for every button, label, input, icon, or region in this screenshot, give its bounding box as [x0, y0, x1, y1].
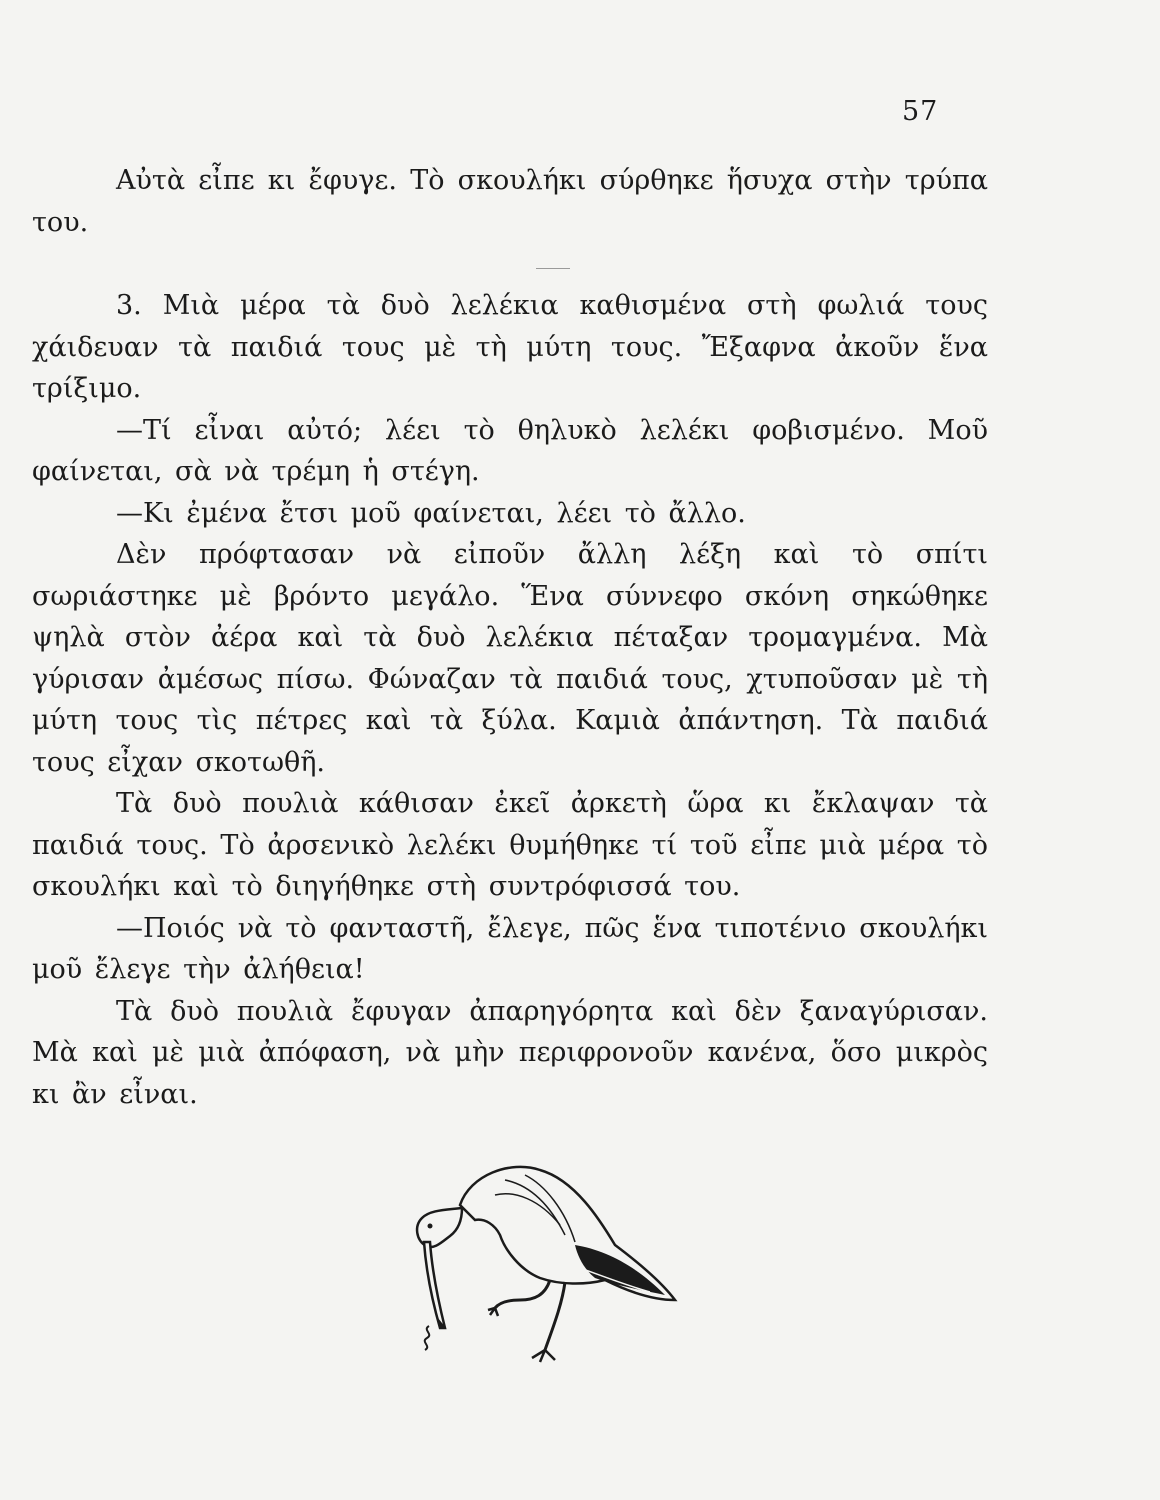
paragraph: 3. Μιὰ μέρα τὰ δυὸ λελέκια καθισμένα στὴ φωλιά τους χάιδευαν τὰ παιδιά τους μὲ τὴ μύτη τους. Ἔξαφνα ἀκοῦν ἕνα τρίξιμο. — [32, 290, 988, 404]
paragraph: Αὐτὰ εἶπε κι ἔφυγε. Τὸ σκουλήκι σύρθηκε ἥσυχα στὴν τρύπα του. — [32, 165, 988, 238]
paragraph: Δὲν πρόφτασαν νὰ εἰποῦν ἄλλη λέξη καὶ τὸ σπίτι σωριάστηκε μὲ βρόντο μεγάλο. Ἕνα σύννεφο σκόνη σηκώθηκε ψηλὰ στὸν ἀέρα καὶ τὰ δυὸ λελέκια πέταξαν τρομαγμένα. Μὰ γύρισαν ἀμέσως πίσω. Φώναζαν τὰ παιδιά τους, χτυποῦσαν μὲ τὴ μύτη τους τὶς πέτρες καὶ τὰ ξύλα. Καμιὰ ἀπάντηση. Τὰ παιδιά τους εἶχαν σκοτωθῆ. — [32, 539, 988, 778]
paragraph: —Ποιός νὰ τὸ φανταστῆ, ἔλεγε, πῶς ἕνα τιποτένιο σκουλήκι μοῦ ἔλεγε τὴν ἀλήθεια! — [32, 912, 988, 985]
paragraph: —Κι ἐμένα ἔτσι μοῦ φαίνεται, λέει τὸ ἄλλο. — [116, 497, 746, 529]
body-text — [32, 160, 988, 1115]
page-number: 57 — [902, 96, 939, 127]
stork-icon — [400, 1150, 680, 1380]
section-divider — [536, 268, 570, 269]
paragraph: Τὰ δυὸ πουλιὰ ἔφυγαν ἀπαρηγόρητα καὶ δὲν ξαναγύρισαν. Μὰ καὶ μὲ μιὰ ἀπόφαση, νὰ μὴν περιφρονοῦν κανένα, ὅσο μικρὸς κι ἂν εἶναι. — [32, 995, 988, 1110]
paragraph: —Τί εἶναι αὐτό; λέει τὸ θηλυκὸ λελέκι φοβισμένο. Μοῦ φαίνεται, σὰ νὰ τρέμη ἡ στέγη. — [32, 414, 988, 487]
paragraph: Τὰ δυὸ πουλιὰ κάθισαν ἐκεῖ ἀρκετὴ ὥρα κι ἔκλαψαν τὰ παιδιά τους. Τὸ ἀρσενικὸ λελέκι θυμήθηκε τί τοῦ εἶπε μιὰ μέρα τὸ σκουλήκι καὶ τὸ διηγήθηκε στὴ συντρόφισσά του. — [32, 788, 988, 902]
